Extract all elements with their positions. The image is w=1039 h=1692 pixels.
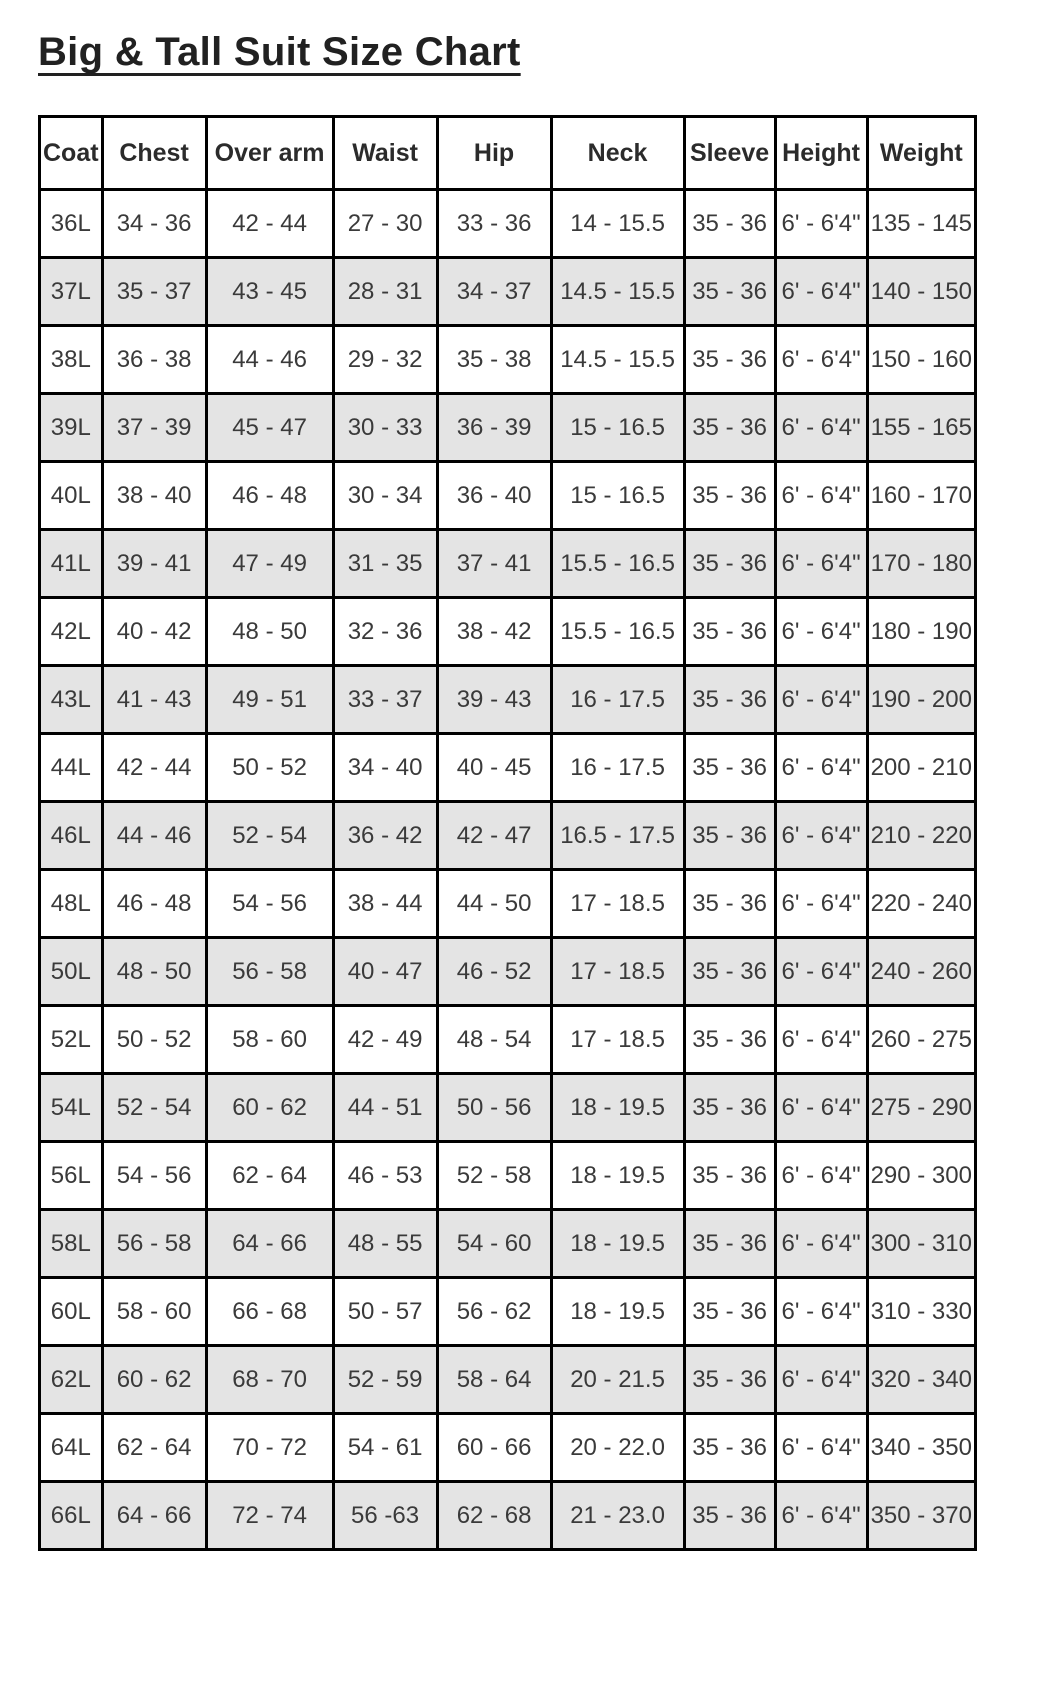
- size-value-cell: 6' - 6'4": [775, 1006, 867, 1074]
- size-value-cell: 170 - 180: [867, 530, 975, 598]
- table-row-37l: [40, 258, 976, 326]
- coat-size-cell: 38L: [40, 326, 103, 394]
- coat-size-cell: 40L: [40, 462, 103, 530]
- size-value-cell: 58 - 64: [437, 1346, 551, 1414]
- table-row-41l: [40, 530, 976, 598]
- size-value-cell: 54 - 56: [102, 1142, 206, 1210]
- size-value-cell: 36 - 42: [333, 802, 437, 870]
- size-value-cell: 6' - 6'4": [775, 1142, 867, 1210]
- size-value-cell: 35 - 36: [684, 1414, 775, 1482]
- size-value-cell: 190 - 200: [867, 666, 975, 734]
- column-header-height: Height: [775, 117, 867, 190]
- size-value-cell: 41 - 43: [102, 666, 206, 734]
- size-value-cell: 54 - 56: [206, 870, 333, 938]
- table-row-64l: [40, 1414, 976, 1482]
- size-value-cell: 290 - 300: [867, 1142, 975, 1210]
- size-value-cell: 35 - 36: [684, 462, 775, 530]
- size-value-cell: 38 - 44: [333, 870, 437, 938]
- size-value-cell: 14 - 15.5: [551, 190, 684, 258]
- size-value-cell: 36 - 38: [102, 326, 206, 394]
- size-value-cell: 350 - 370: [867, 1482, 975, 1550]
- size-value-cell: 35 - 36: [684, 530, 775, 598]
- size-value-cell: 44 - 51: [333, 1074, 437, 1142]
- size-value-cell: 6' - 6'4": [775, 1074, 867, 1142]
- table-row-62l: [40, 1346, 976, 1414]
- column-header-over-arm: Over arm: [206, 117, 333, 190]
- table-row-58l: [40, 1210, 976, 1278]
- coat-size-cell: 58L: [40, 1210, 103, 1278]
- size-value-cell: 68 - 70: [206, 1346, 333, 1414]
- size-value-cell: 35 - 36: [684, 734, 775, 802]
- size-value-cell: 42 - 49: [333, 1006, 437, 1074]
- size-value-cell: 27 - 30: [333, 190, 437, 258]
- coat-size-cell: 36L: [40, 190, 103, 258]
- size-value-cell: 40 - 47: [333, 938, 437, 1006]
- size-value-cell: 300 - 310: [867, 1210, 975, 1278]
- size-value-cell: 34 - 37: [437, 258, 551, 326]
- coat-size-cell: 54L: [40, 1074, 103, 1142]
- size-value-cell: 35 - 36: [684, 326, 775, 394]
- size-value-cell: 6' - 6'4": [775, 190, 867, 258]
- size-value-cell: 35 - 36: [684, 938, 775, 1006]
- size-value-cell: 35 - 38: [437, 326, 551, 394]
- size-value-cell: 52 - 59: [333, 1346, 437, 1414]
- size-value-cell: 35 - 36: [684, 1074, 775, 1142]
- size-value-cell: 6' - 6'4": [775, 462, 867, 530]
- size-value-cell: 260 - 275: [867, 1006, 975, 1074]
- size-value-cell: 14.5 - 15.5: [551, 258, 684, 326]
- size-value-cell: 155 - 165: [867, 394, 975, 462]
- size-value-cell: 275 - 290: [867, 1074, 975, 1142]
- size-value-cell: 18 - 19.5: [551, 1142, 684, 1210]
- column-header-sleeve: Sleeve: [684, 117, 775, 190]
- size-value-cell: 37 - 41: [437, 530, 551, 598]
- coat-size-cell: 60L: [40, 1278, 103, 1346]
- size-value-cell: 6' - 6'4": [775, 1210, 867, 1278]
- size-value-cell: 150 - 160: [867, 326, 975, 394]
- size-value-cell: 42 - 47: [437, 802, 551, 870]
- table-row-44l: [40, 734, 976, 802]
- coat-size-cell: 64L: [40, 1414, 103, 1482]
- size-value-cell: 64 - 66: [206, 1210, 333, 1278]
- size-value-cell: 310 - 330: [867, 1278, 975, 1346]
- table-row-43l: [40, 666, 976, 734]
- size-value-cell: 36 - 40: [437, 462, 551, 530]
- size-value-cell: 6' - 6'4": [775, 598, 867, 666]
- size-value-cell: 20 - 22.0: [551, 1414, 684, 1482]
- size-value-cell: 6' - 6'4": [775, 258, 867, 326]
- size-value-cell: 30 - 34: [333, 462, 437, 530]
- suit-size-chart-table: [38, 115, 977, 1551]
- size-value-cell: 60 - 62: [102, 1346, 206, 1414]
- coat-size-cell: 62L: [40, 1346, 103, 1414]
- size-value-cell: 18 - 19.5: [551, 1278, 684, 1346]
- size-value-cell: 40 - 42: [102, 598, 206, 666]
- table-row-39l: [40, 394, 976, 462]
- table-row-56l: [40, 1142, 976, 1210]
- size-value-cell: 46 - 52: [437, 938, 551, 1006]
- size-value-cell: 70 - 72: [206, 1414, 333, 1482]
- size-value-cell: 35 - 36: [684, 1006, 775, 1074]
- size-value-cell: 46 - 53: [333, 1142, 437, 1210]
- size-value-cell: 32 - 36: [333, 598, 437, 666]
- coat-size-cell: 39L: [40, 394, 103, 462]
- size-value-cell: 17 - 18.5: [551, 1006, 684, 1074]
- size-value-cell: 6' - 6'4": [775, 734, 867, 802]
- size-value-cell: 135 - 145: [867, 190, 975, 258]
- size-value-cell: 50 - 57: [333, 1278, 437, 1346]
- size-value-cell: 50 - 56: [437, 1074, 551, 1142]
- size-value-cell: 52 - 58: [437, 1142, 551, 1210]
- coat-size-cell: 41L: [40, 530, 103, 598]
- size-value-cell: 35 - 36: [684, 870, 775, 938]
- size-value-cell: 72 - 74: [206, 1482, 333, 1550]
- size-value-cell: 62 - 64: [102, 1414, 206, 1482]
- size-value-cell: 14.5 - 15.5: [551, 326, 684, 394]
- size-value-cell: 200 - 210: [867, 734, 975, 802]
- coat-size-cell: 56L: [40, 1142, 103, 1210]
- table-header-row: [40, 117, 976, 190]
- coat-size-cell: 48L: [40, 870, 103, 938]
- size-value-cell: 44 - 50: [437, 870, 551, 938]
- size-value-cell: 35 - 36: [684, 1210, 775, 1278]
- size-value-cell: 320 - 340: [867, 1346, 975, 1414]
- size-value-cell: 62 - 64: [206, 1142, 333, 1210]
- column-header-hip: Hip: [437, 117, 551, 190]
- size-value-cell: 210 - 220: [867, 802, 975, 870]
- size-value-cell: 34 - 36: [102, 190, 206, 258]
- size-value-cell: 17 - 18.5: [551, 938, 684, 1006]
- size-value-cell: 16 - 17.5: [551, 734, 684, 802]
- size-value-cell: 6' - 6'4": [775, 1482, 867, 1550]
- size-value-cell: 45 - 47: [206, 394, 333, 462]
- size-value-cell: 60 - 66: [437, 1414, 551, 1482]
- size-value-cell: 6' - 6'4": [775, 870, 867, 938]
- size-value-cell: 37 - 39: [102, 394, 206, 462]
- size-value-cell: 34 - 40: [333, 734, 437, 802]
- size-value-cell: 42 - 44: [206, 190, 333, 258]
- column-header-waist: Waist: [333, 117, 437, 190]
- size-value-cell: 58 - 60: [206, 1006, 333, 1074]
- size-value-cell: 48 - 50: [206, 598, 333, 666]
- size-value-cell: 33 - 36: [437, 190, 551, 258]
- size-value-cell: 64 - 66: [102, 1482, 206, 1550]
- table-row-40l: [40, 462, 976, 530]
- size-value-cell: 47 - 49: [206, 530, 333, 598]
- size-value-cell: 30 - 33: [333, 394, 437, 462]
- size-value-cell: 42 - 44: [102, 734, 206, 802]
- size-value-cell: 36 - 39: [437, 394, 551, 462]
- size-value-cell: 35 - 36: [684, 190, 775, 258]
- size-value-cell: 6' - 6'4": [775, 802, 867, 870]
- size-value-cell: 15.5 - 16.5: [551, 598, 684, 666]
- size-value-cell: 58 - 60: [102, 1278, 206, 1346]
- size-value-cell: 33 - 37: [333, 666, 437, 734]
- size-value-cell: 16.5 - 17.5: [551, 802, 684, 870]
- column-header-chest: Chest: [102, 117, 206, 190]
- size-value-cell: 56 - 58: [206, 938, 333, 1006]
- size-value-cell: 66 - 68: [206, 1278, 333, 1346]
- size-value-cell: 15 - 16.5: [551, 462, 684, 530]
- size-value-cell: 6' - 6'4": [775, 394, 867, 462]
- size-value-cell: 31 - 35: [333, 530, 437, 598]
- table-row-48l: [40, 870, 976, 938]
- size-value-cell: 18 - 19.5: [551, 1210, 684, 1278]
- size-value-cell: 35 - 36: [684, 1346, 775, 1414]
- table-row-38l: [40, 326, 976, 394]
- size-value-cell: 18 - 19.5: [551, 1074, 684, 1142]
- table-row-52l: [40, 1006, 976, 1074]
- size-value-cell: 35 - 36: [684, 1142, 775, 1210]
- size-value-cell: 35 - 36: [684, 258, 775, 326]
- table-row-36l: [40, 190, 976, 258]
- size-value-cell: 54 - 61: [333, 1414, 437, 1482]
- size-value-cell: 56 - 62: [437, 1278, 551, 1346]
- table-row-46l: [40, 802, 976, 870]
- table-row-54l: [40, 1074, 976, 1142]
- size-value-cell: 39 - 41: [102, 530, 206, 598]
- size-value-cell: 48 - 55: [333, 1210, 437, 1278]
- size-value-cell: 60 - 62: [206, 1074, 333, 1142]
- size-value-cell: 38 - 42: [437, 598, 551, 666]
- size-value-cell: 62 - 68: [437, 1482, 551, 1550]
- size-value-cell: 44 - 46: [206, 326, 333, 394]
- size-value-cell: 6' - 6'4": [775, 938, 867, 1006]
- size-value-cell: 48 - 50: [102, 938, 206, 1006]
- size-value-cell: 340 - 350: [867, 1414, 975, 1482]
- size-value-cell: 21 - 23.0: [551, 1482, 684, 1550]
- coat-size-cell: 42L: [40, 598, 103, 666]
- size-value-cell: 46 - 48: [206, 462, 333, 530]
- size-value-cell: 35 - 37: [102, 258, 206, 326]
- size-value-cell: 56 - 58: [102, 1210, 206, 1278]
- table-row-50l: [40, 938, 976, 1006]
- size-value-cell: 17 - 18.5: [551, 870, 684, 938]
- size-value-cell: 52 - 54: [102, 1074, 206, 1142]
- size-value-cell: 15.5 - 16.5: [551, 530, 684, 598]
- column-header-weight: Weight: [867, 117, 975, 190]
- coat-size-cell: 66L: [40, 1482, 103, 1550]
- size-value-cell: 29 - 32: [333, 326, 437, 394]
- size-value-cell: 6' - 6'4": [775, 1414, 867, 1482]
- coat-size-cell: 43L: [40, 666, 103, 734]
- size-value-cell: 20 - 21.5: [551, 1346, 684, 1414]
- size-value-cell: 38 - 40: [102, 462, 206, 530]
- size-value-cell: 16 - 17.5: [551, 666, 684, 734]
- coat-size-cell: 44L: [40, 734, 103, 802]
- size-value-cell: 50 - 52: [206, 734, 333, 802]
- size-value-cell: 52 - 54: [206, 802, 333, 870]
- size-value-cell: 6' - 6'4": [775, 1346, 867, 1414]
- size-value-cell: 35 - 36: [684, 598, 775, 666]
- size-value-cell: 140 - 150: [867, 258, 975, 326]
- page-title: Big & Tall Suit Size Chart: [38, 30, 521, 74]
- size-value-cell: 160 - 170: [867, 462, 975, 530]
- size-value-cell: 48 - 54: [437, 1006, 551, 1074]
- size-value-cell: 40 - 45: [437, 734, 551, 802]
- size-value-cell: 35 - 36: [684, 1278, 775, 1346]
- size-value-cell: 28 - 31: [333, 258, 437, 326]
- size-value-cell: 35 - 36: [684, 394, 775, 462]
- coat-size-cell: 50L: [40, 938, 103, 1006]
- size-value-cell: 44 - 46: [102, 802, 206, 870]
- size-value-cell: 180 - 190: [867, 598, 975, 666]
- table-row-42l: [40, 598, 976, 666]
- column-header-neck: Neck: [551, 117, 684, 190]
- size-value-cell: 6' - 6'4": [775, 666, 867, 734]
- size-value-cell: 56 -63: [333, 1482, 437, 1550]
- coat-size-cell: 37L: [40, 258, 103, 326]
- size-value-cell: 43 - 45: [206, 258, 333, 326]
- size-value-cell: 46 - 48: [102, 870, 206, 938]
- size-value-cell: 6' - 6'4": [775, 1278, 867, 1346]
- size-value-cell: 6' - 6'4": [775, 530, 867, 598]
- size-value-cell: 49 - 51: [206, 666, 333, 734]
- size-value-cell: 39 - 43: [437, 666, 551, 734]
- size-value-cell: 54 - 60: [437, 1210, 551, 1278]
- table-row-66l: [40, 1482, 976, 1550]
- table-row-60l: [40, 1278, 976, 1346]
- size-value-cell: 35 - 36: [684, 802, 775, 870]
- size-value-cell: 35 - 36: [684, 1482, 775, 1550]
- column-header-coat: Coat: [40, 117, 103, 190]
- size-value-cell: 220 - 240: [867, 870, 975, 938]
- size-value-cell: 15 - 16.5: [551, 394, 684, 462]
- coat-size-cell: 52L: [40, 1006, 103, 1074]
- size-value-cell: 6' - 6'4": [775, 326, 867, 394]
- size-value-cell: 50 - 52: [102, 1006, 206, 1074]
- coat-size-cell: 46L: [40, 802, 103, 870]
- size-value-cell: 35 - 36: [684, 666, 775, 734]
- size-value-cell: 240 - 260: [867, 938, 975, 1006]
